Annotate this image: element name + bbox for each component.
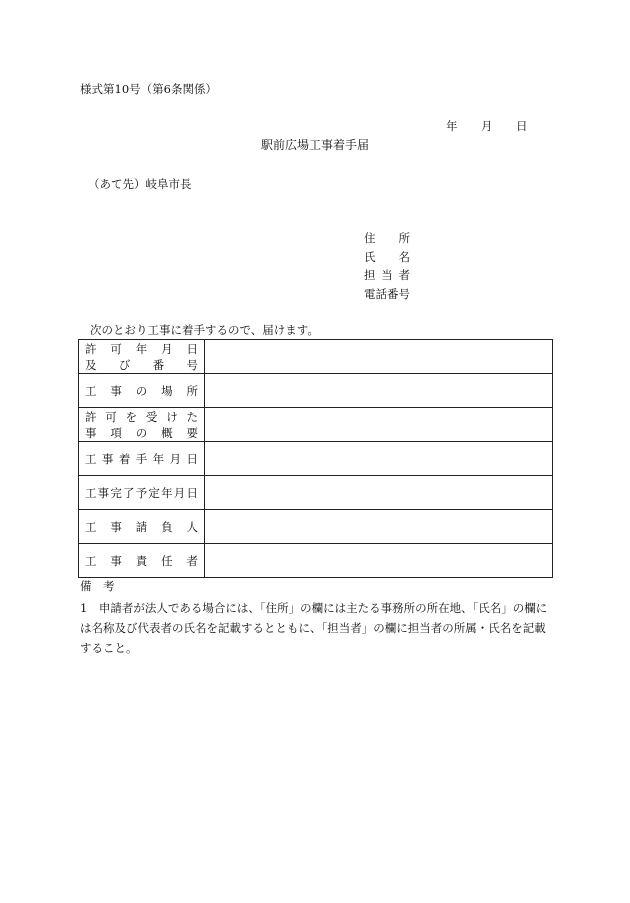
row-label-line-2: 及び番号 bbox=[85, 357, 198, 372]
table-row bbox=[79, 442, 553, 476]
row-label-line-1: 工事着手年月日 bbox=[85, 451, 198, 466]
row-label bbox=[79, 510, 205, 544]
form-number: 様式第10号（第6条関係） bbox=[80, 82, 217, 96]
document-title: 駅前広場工事着手届 bbox=[260, 138, 369, 152]
row-label bbox=[79, 374, 205, 408]
row-label-line-1: 許可年月日 bbox=[85, 341, 198, 356]
date-day-label: 日 bbox=[516, 119, 528, 133]
notes-item-1: 1 申請者が法人である場合には、「住所」の欄には主たる事務所の所在地、「氏名」の欄には名称及び代表者の氏名を記載するとともに、「担当者」の欄に担当者の所属・氏名を記載すること。 bbox=[80, 601, 548, 655]
row-label-line-1: 工事責任者 bbox=[85, 553, 198, 568]
row-label-line-1: 許可を受けた bbox=[85, 409, 198, 424]
row-value-field[interactable] bbox=[205, 408, 553, 442]
row-label-line-1: 工事請負人 bbox=[85, 519, 198, 534]
addressee: （あて先）岐阜市長 bbox=[88, 177, 192, 191]
row-value-field[interactable] bbox=[205, 442, 553, 476]
table-row bbox=[79, 408, 553, 442]
row-label bbox=[79, 408, 205, 442]
row-label bbox=[79, 442, 205, 476]
row-label bbox=[79, 340, 205, 374]
applicant-address-label: 住 所 bbox=[364, 231, 410, 245]
date-month-label: 月 bbox=[481, 119, 493, 133]
row-label-line-1: 工事完了予定年月日 bbox=[85, 485, 198, 500]
applicant-name-label: 氏 名 bbox=[364, 250, 410, 264]
table-row bbox=[79, 374, 553, 408]
table-row bbox=[79, 476, 553, 510]
date-line bbox=[446, 118, 528, 134]
table-row bbox=[79, 510, 553, 544]
table-row bbox=[79, 544, 553, 578]
applicant-phone-label: 電話番号 bbox=[364, 287, 410, 301]
row-label-line-1: 工事の場所 bbox=[85, 383, 198, 398]
applicant-contact-label: 担当者 bbox=[364, 268, 410, 282]
row-label bbox=[79, 544, 205, 578]
row-label bbox=[79, 476, 205, 510]
table-row bbox=[79, 340, 553, 374]
intro-text: 次のとおり工事に着手するので、届けます。 bbox=[90, 323, 319, 337]
row-value-field[interactable] bbox=[205, 340, 553, 374]
row-label-line-2: 事項の概要 bbox=[85, 425, 198, 440]
row-value-field[interactable] bbox=[205, 510, 553, 544]
row-value-field[interactable] bbox=[205, 476, 553, 510]
application-table bbox=[78, 339, 553, 578]
row-value-field[interactable] bbox=[205, 374, 553, 408]
notes-title: 備 考 bbox=[80, 579, 115, 593]
date-year-label: 年 bbox=[446, 119, 458, 133]
row-value-field[interactable] bbox=[205, 544, 553, 578]
